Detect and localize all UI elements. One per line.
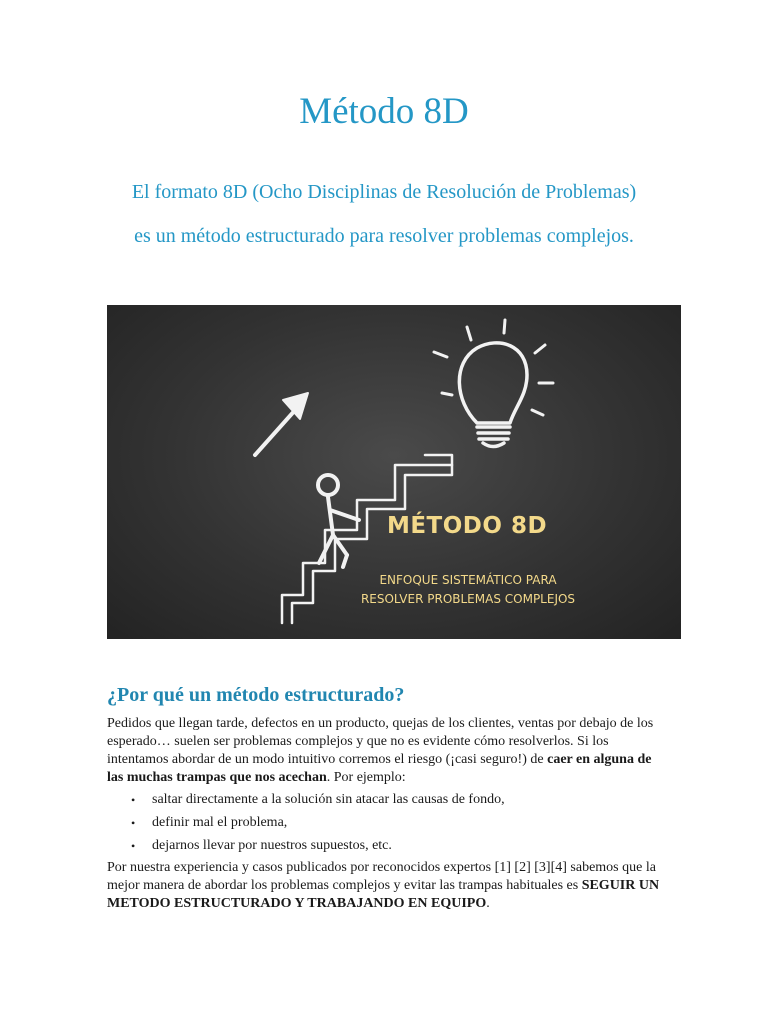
- paragraph-2-text-a: Por nuestra experiencia y casos publicados por reconocidos expertos: [107, 860, 495, 875]
- paragraph-2-end: .: [486, 896, 490, 911]
- intro-text: El formato 8D (Ocho Disciplinas de Resolución de Problemas) es un método estructurado para resolver problemas complejos.: [131, 181, 637, 247]
- bullet-item: • definir mal el problema,: [107, 814, 667, 837]
- arrow-head-icon: [283, 393, 308, 419]
- bullet-item: • saltar directamente a la solución sin atacar las causas de fondo,: [107, 791, 667, 814]
- hero-subtitle-line-2: RESOLVER PROBLEMAS COMPLEJOS: [360, 592, 576, 606]
- paragraph-2: [107, 859, 667, 913]
- paragraph-1-text-a: Pedidos que llegan tarde, defectos en un producto, quejas de los clientes, ventas por debajo de los esperado… suelen ser problemas complejos y que no es evidente cómo resolverlos. Si los intentamos abordar de un modo intuitivo corremos el riesgo (¡casi seguro!) de: [107, 716, 654, 767]
- light-rays-icon: [434, 320, 553, 415]
- paragraph-1-bold: caer en alguna de las muchas trampas que nos acechan: [107, 752, 652, 785]
- reference-links[interactable]: [1] [2] [3][4]: [494, 860, 567, 875]
- section-heading: ¿Por qué un método estructurado?: [107, 684, 405, 706]
- bullet-item: • dejarnos llevar por nuestros supuestos, etc.: [107, 837, 667, 860]
- figure-icon: [318, 475, 359, 567]
- bullet-list: [107, 791, 667, 860]
- page-title: Método 8D: [299, 91, 469, 132]
- hero-title: MÉTODO 8D: [386, 513, 548, 539]
- paragraph-1-text-b: . Por ejemplo:: [326, 770, 406, 785]
- lightbulb-icon: [459, 343, 527, 447]
- paragraph-1: [107, 715, 667, 787]
- hero-image: [107, 305, 681, 639]
- hero-subtitle-line-1: ENFOQUE SISTEMÁTICO PARA: [379, 573, 557, 587]
- arrow-icon: [255, 408, 297, 455]
- hero-subtitle: [353, 571, 583, 609]
- paragraph-2-text-b: sabemos que la mejor manera de abordar los problemas complejos y evitar las trampas habituales es: [107, 860, 656, 893]
- paragraph-2-bold: SEGUIR UN METODO ESTRUCTURADO Y TRABAJANDO EN EQUIPO: [107, 878, 660, 911]
